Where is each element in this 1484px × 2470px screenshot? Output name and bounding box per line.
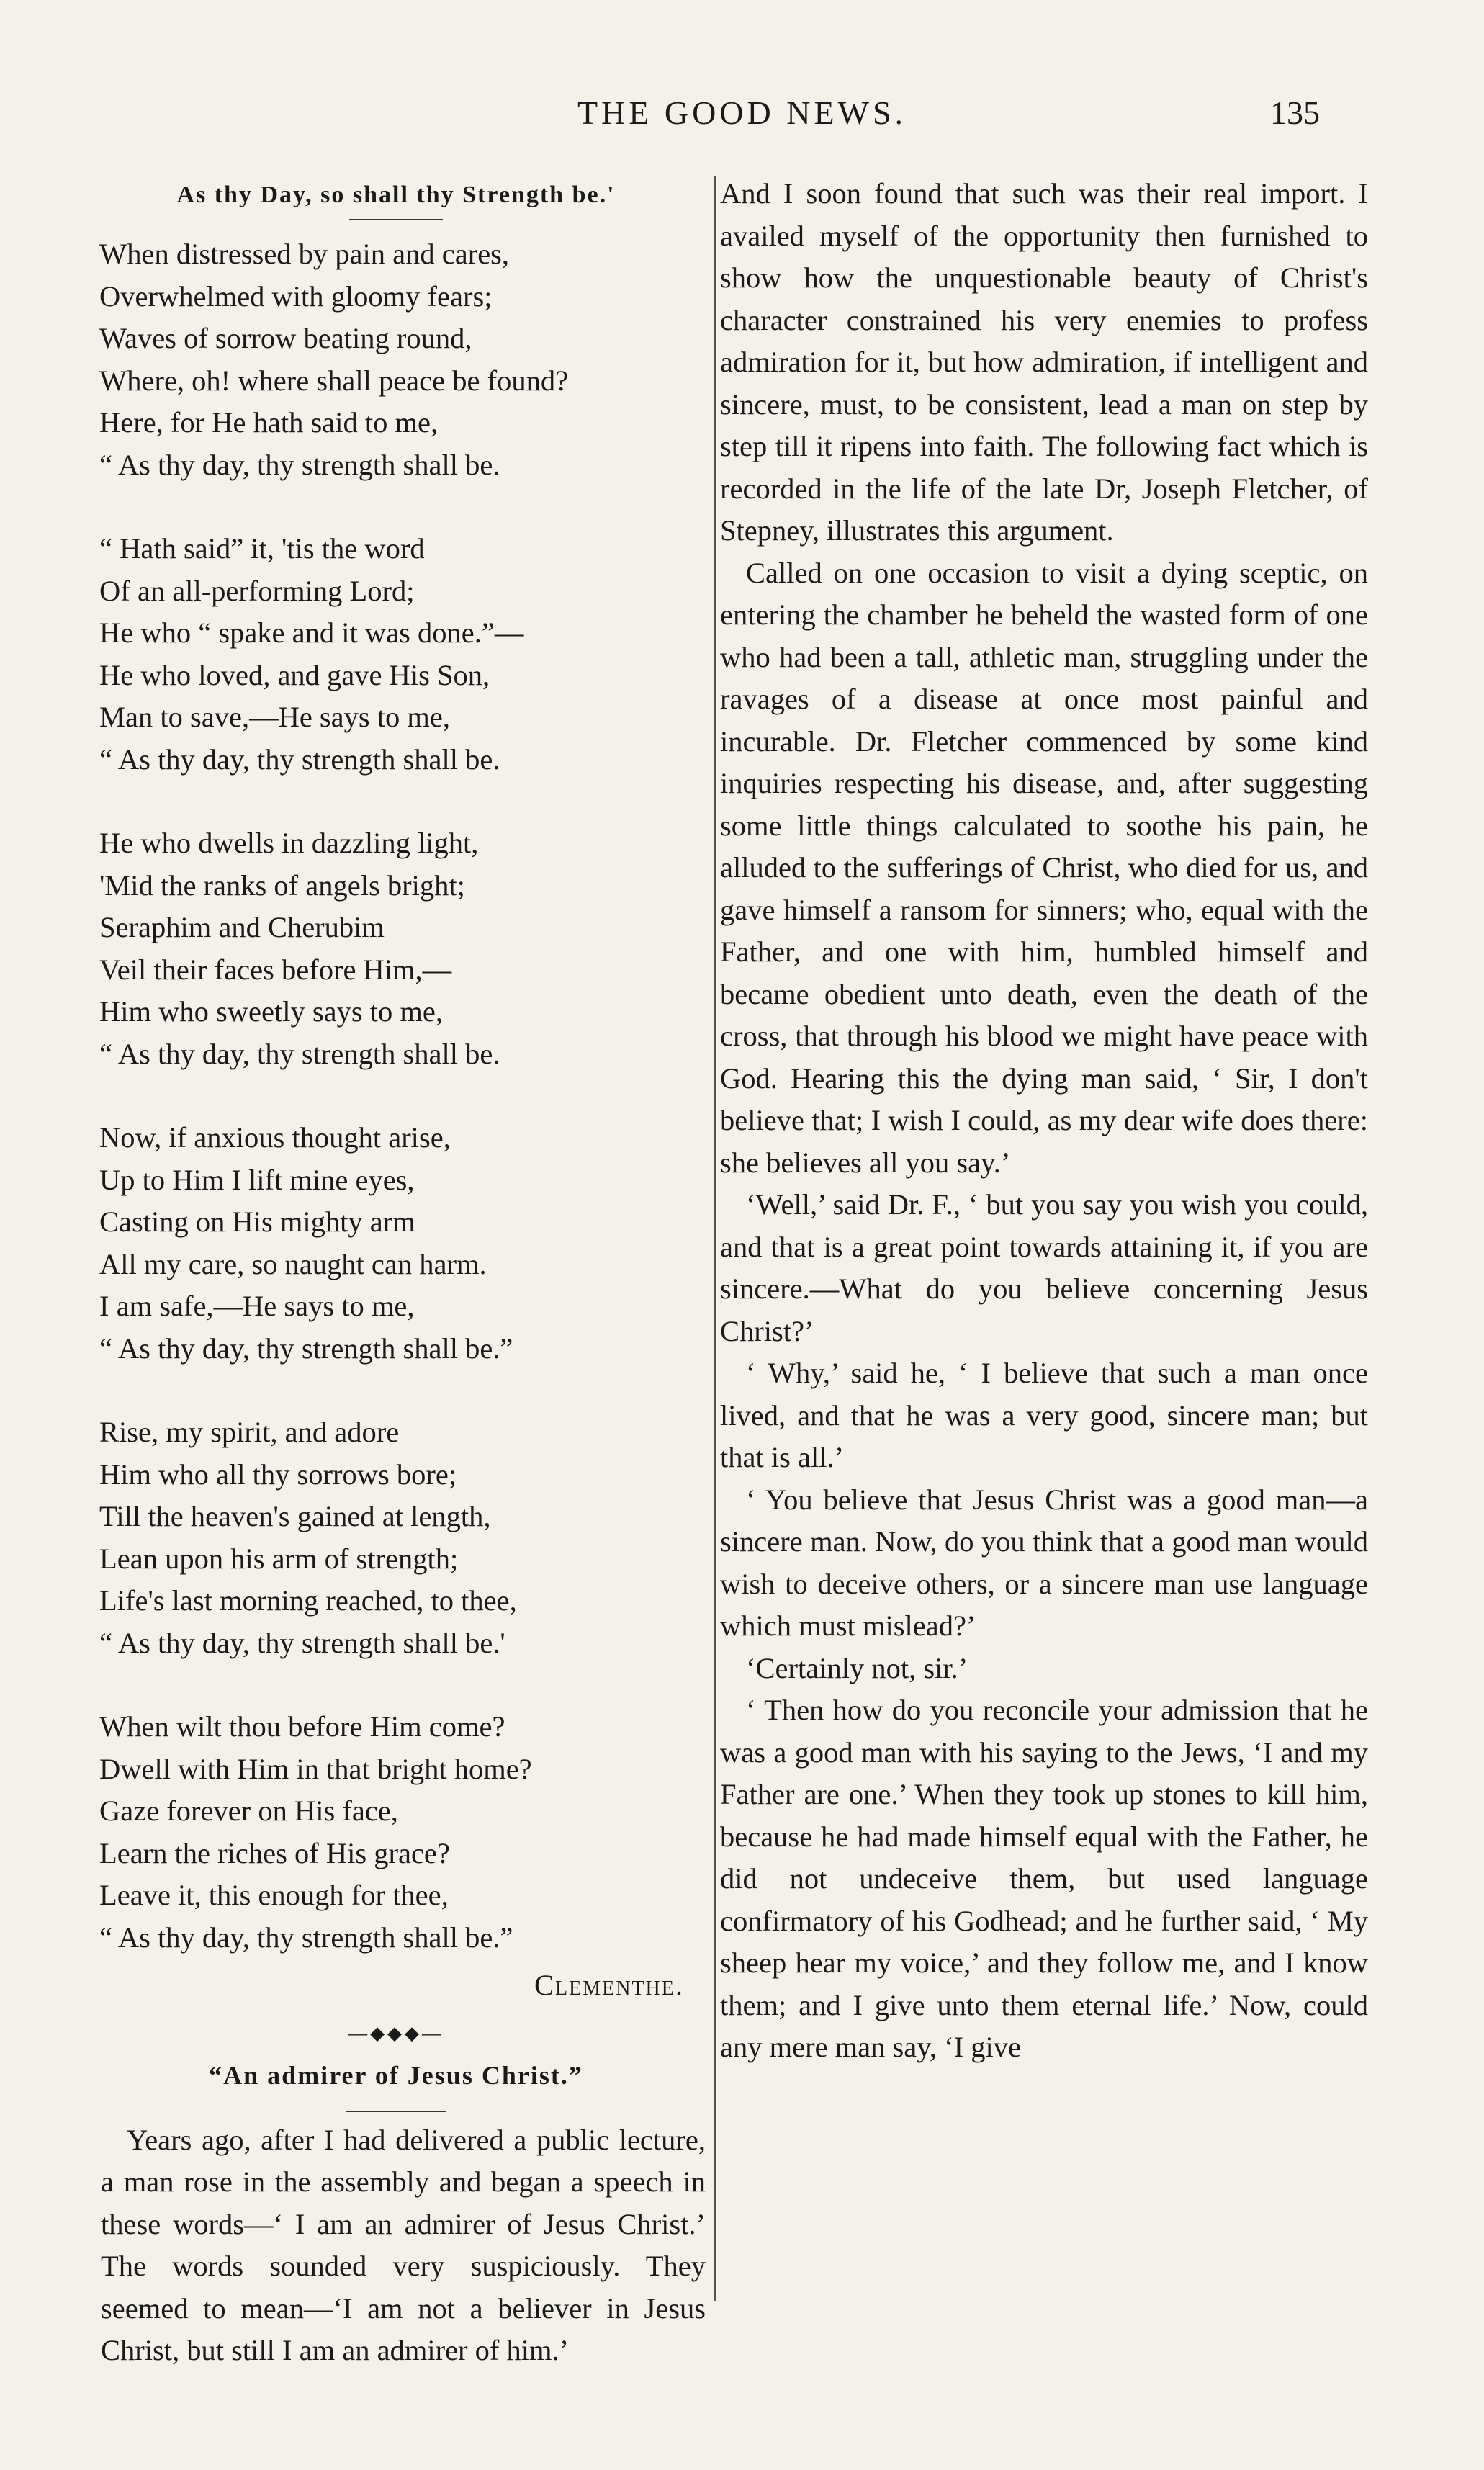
section-ornament: —◆◆◆— (348, 2022, 444, 2044)
poem-stanza (99, 233, 713, 486)
poem-line: Leave it, this enough for thee, (99, 1879, 449, 1911)
poem-line: 'Mid the ranks of angels bright; (99, 868, 465, 902)
poem-line: “ Hath said” it, 'tis the word (99, 532, 425, 565)
page-number: 135 (1270, 94, 1320, 131)
poem-line: Now, if anxious thought arise, (99, 1121, 451, 1154)
article-title: “An admirer of Jesus Christ.” (209, 2060, 583, 2090)
poem-line: I am safe,—He says to me, (99, 1290, 415, 1322)
poem-line: Waves of sorrow beating round, (99, 322, 472, 354)
article-paragraph: Called on one occasion to visit a dying sceptic, on entering the chamber he beheld the wasted form of one who had been a tall, athletic man, struggling under the ravages of a disease at once most painful and incurable. Dr. Fletcher commenced by some kind inquiries respecting his disease, and, after suggesting some little things calculated to soothe his pain, he alluded to the sufferings of Christ, who died for us, and gave himself a ransom for sinners; who, equal with the Father, and one with him, humbled himself and became obedient unto death, even the death of the cross, that through his blood we might have peace with God. Hearing this the dying man said, ‘ Sir, I don't believe that; I wish I could, as my dear wife does there: she believes all you say.’ (720, 556, 1368, 1179)
poem-line: Him who all thy sorrows bore; (99, 1458, 457, 1491)
poem-line: Rise, my spirit, and adore (99, 1416, 400, 1448)
poem-line: Casting on His mighty arm (99, 1205, 415, 1238)
article-paragraph: ‘ Why,’ said he, ‘ I believe that such a man once lived, and that he was a very good, sincere man; but that is all.’ (720, 1357, 1368, 1473)
article-title-rule (346, 2111, 446, 2112)
poem-line: “ As thy day, thy strength shall be.” (99, 1331, 513, 1365)
poem-line: All my care, so naught can harm. (99, 1247, 487, 1280)
poem-title: As thy Day, so shall thy Strength be.' (176, 181, 616, 208)
article-paragraph: ‘Well,’ said Dr. F., ‘ but you say you wish you could, and that is a great point towards attaining it, if you are sincere.—What do you believe concerning Jesus Christ?’ (720, 1188, 1368, 1347)
poem-line: “ As thy day, thy strength shall be.' (99, 1626, 505, 1659)
poem-stanza (99, 528, 713, 781)
article-paragraph: ‘ You believe that Jesus Christ was a good man—a sincere man. Now, do you think that a good man would wish to deceive others, or a sincere man use language which must mislead?’ (720, 1483, 1368, 1642)
poem-line: Lean upon his arm of strength; (99, 1542, 459, 1575)
poem-line: “ As thy day, thy strength shall be. (99, 742, 500, 776)
poem-line: Dwell with Him in that bright home? (99, 1752, 532, 1785)
poem-line: When distressed by pain and cares, (99, 238, 510, 270)
article-paragraph: ‘ Then how do you reconcile your admission that he was a good man with his saying to the Jews, ‘I and my Father are one.’ When they took up stones to kill him, because he had made himself equal with the Father, he did not undeceive them, but used language confirmatory of his Godhead; and he further said, ‘ My sheep hear my voice,’ and they follow me, and I know them; and I give unto them eternal life.’ Now, could any mere man say, ‘I give (720, 1694, 1368, 2063)
page-header (0, 94, 1484, 137)
poem-line: Up to Him I lift mine eyes, (99, 1163, 415, 1196)
poem-line: Till the heaven's gained at length, (99, 1500, 491, 1532)
column-divider (714, 176, 716, 2301)
left-column (79, 173, 713, 2372)
poem-stanza (99, 822, 713, 1075)
running-title: THE GOOD NEWS. (577, 94, 907, 131)
poem-signature: Clementhe. (534, 1969, 684, 2001)
poem-line: Here, for He hath said to me, (99, 406, 439, 439)
poem-line: He who dwells in dazzling light, (99, 827, 479, 859)
poem-line: Veil their faces before Him,— (99, 953, 452, 986)
poem-line: Life's last morning reached, to thee, (99, 1584, 517, 1617)
poem-stanza (99, 1706, 713, 1959)
poem-line: Gaze forever on His face, (99, 1795, 398, 1827)
poem-line: He who loved, and gave His Son, (99, 658, 490, 691)
poem-line: “ As thy day, thy strength shall be. (99, 1037, 500, 1070)
poem-line: Of an all-performing Lord; (99, 574, 415, 607)
poem-line: “ As thy day, thy strength shall be. (99, 448, 500, 481)
poem-line: Where, oh! where shall peace be found? (99, 364, 569, 397)
poem-stanza (99, 1411, 713, 1664)
poem-line: Learn the riches of His grace? (99, 1836, 450, 1869)
right-column (720, 173, 1368, 2069)
poem-line: Him who sweetly says to me, (99, 995, 443, 1028)
poem-line: Man to save,—He says to me, (99, 701, 451, 733)
article-paragraph: Years ago, after I had delivered a public lecture, a man rose in the assembly and began a speech in these words—‘ I am an admirer of Jesus Christ.’ The words sounded very suspiciously. They seemed to mean—‘I am not a believer in Jesus Christ, but still I am an admirer of him.’ (101, 2123, 706, 2366)
title-rule (349, 219, 443, 220)
poem-line: When wilt thou before Him come? (99, 1710, 505, 1743)
poem-line: “ As thy day, thy strength shall be.” (99, 1921, 513, 1954)
poem-line: Seraphim and Cherubim (99, 911, 385, 943)
poem-line: Overwhelmed with gloomy fears; (99, 279, 493, 313)
poem-line: He who “ spake and it was done.”— (99, 616, 524, 649)
article-paragraph: ‘Certainly not, sir.’ (746, 1651, 968, 1684)
article-paragraph: And I soon found that such was their real import. I availed myself of the opportunity then furnished to show how the unquestionable beauty of Christ's character constrained his very enemies to profess admiration for it, but how admiration, if intelligent and sincere, must, to be consistent, lead a man on step by step till it ripens into faith. The following fact which is recorded in the life of the late Dr, Joseph Fletcher, of Stepney, illustrates this argument. (720, 177, 1368, 547)
poem-stanza (99, 1117, 713, 1370)
